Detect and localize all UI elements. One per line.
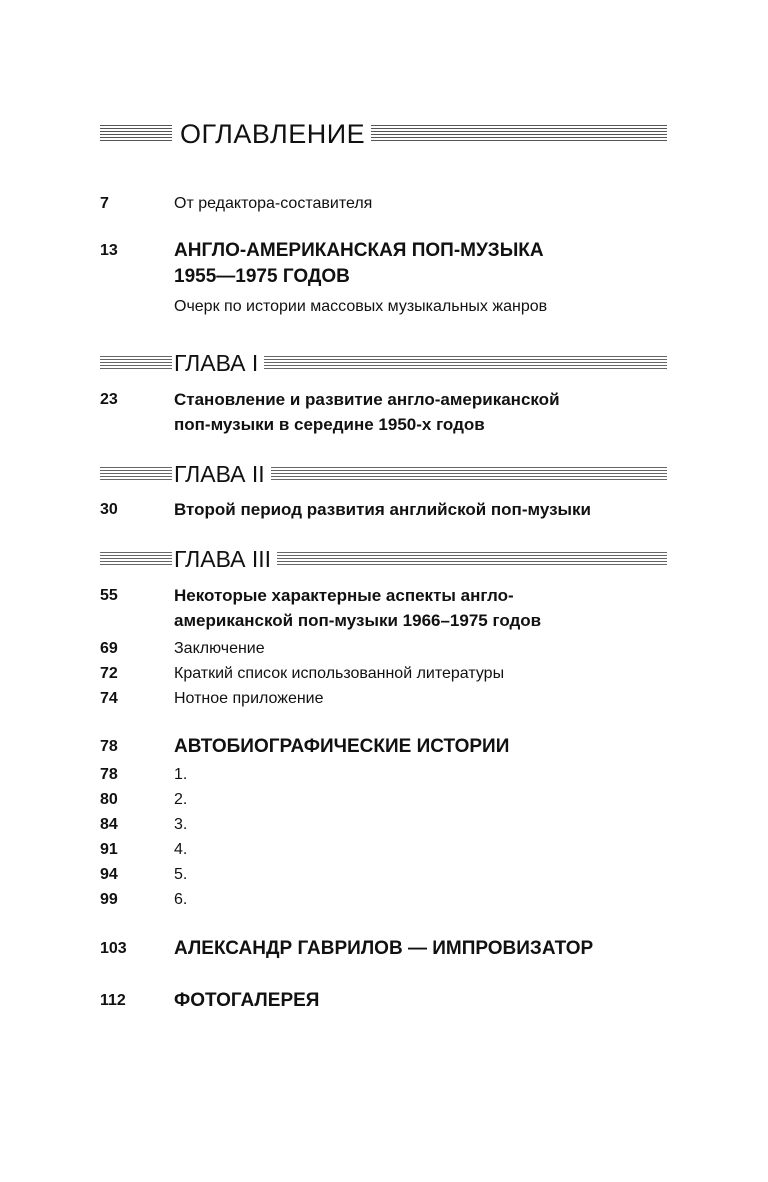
chapter-header-3: [100, 546, 667, 572]
entry-title-line2: 1955—1975 ГОДОВ: [174, 266, 350, 287]
page-number: 13: [100, 242, 118, 259]
page-number: 69: [100, 640, 118, 657]
entry-title: Заключение: [174, 640, 265, 657]
entry-title: 6.: [174, 891, 188, 908]
chapter-title: ГЛАВА I: [174, 350, 259, 376]
chapter-header-1: [100, 350, 667, 376]
entry-subtitle: Очерк по истории массовых музыкальных жанров: [174, 298, 548, 315]
chapter-rule-right: [271, 467, 667, 481]
entry-title: Нотное приложение: [174, 690, 324, 707]
entry-title: От редактора-составителя: [174, 195, 373, 212]
entry-title: 2.: [174, 791, 188, 808]
chapter-title: ГЛАВА III: [174, 546, 272, 572]
entry-title: 4.: [174, 841, 188, 858]
toc-title: ОГЛАВЛЕНИЕ: [180, 119, 366, 149]
chapter-rule-right: [264, 356, 667, 370]
page-number: 55: [100, 587, 118, 604]
entry-title-line1: Становление и развитие англо-американской: [174, 390, 560, 409]
chapter-rule-left: [100, 467, 172, 481]
entry-title: 3.: [174, 816, 188, 833]
entry-title-line1: Некоторые характерные аспекты англо-: [174, 586, 514, 605]
page-number: 103: [100, 940, 127, 957]
entry-title: АЛЕКСАНДР ГАВРИЛОВ — ИМПРОВИЗАТОР: [174, 938, 594, 959]
chapter-rule-left: [100, 552, 172, 566]
title-rule-right: [371, 125, 667, 143]
entry-title: ФОТОГАЛЕРЕЯ: [174, 990, 320, 1011]
page-number: 91: [100, 841, 118, 858]
entry-title-line1: АНГЛО-АМЕРИКАНСКАЯ ПОП-МУЗЫКА: [174, 240, 544, 261]
page-number: 72: [100, 665, 118, 682]
chapter-header-2: [100, 461, 667, 487]
entry-title: АВТОБИОГРАФИЧЕСКИЕ ИСТОРИИ: [174, 736, 510, 757]
entry-title: 5.: [174, 866, 188, 883]
entry-title: 1.: [174, 766, 188, 783]
entry-title: Краткий список использованной литературы: [174, 665, 505, 682]
page-number: 30: [100, 501, 118, 518]
chapter-title: ГЛАВА II: [174, 461, 265, 487]
page-number: 23: [100, 391, 118, 408]
entry-title-line2: американской поп-музыки 1966–1975 годов: [174, 611, 542, 630]
page-number: 99: [100, 891, 118, 908]
entry-title: Второй период развития английской поп-музыки: [174, 500, 591, 519]
page-number: 80: [100, 791, 118, 808]
entry-title-line2: поп-музыки в середине 1950-х годов: [174, 415, 485, 434]
page-number: 78: [100, 766, 118, 783]
title-rule-left: [100, 125, 172, 143]
page-number: 84: [100, 816, 118, 833]
page-number: 74: [100, 690, 118, 707]
page-number: 7: [100, 195, 109, 212]
toc-title-row: [100, 118, 667, 150]
chapter-rule-left: [100, 356, 172, 370]
page-number: 112: [100, 992, 126, 1009]
chapter-rule-right: [277, 552, 667, 566]
page-number: 94: [100, 866, 118, 883]
page-number: 78: [100, 738, 118, 755]
